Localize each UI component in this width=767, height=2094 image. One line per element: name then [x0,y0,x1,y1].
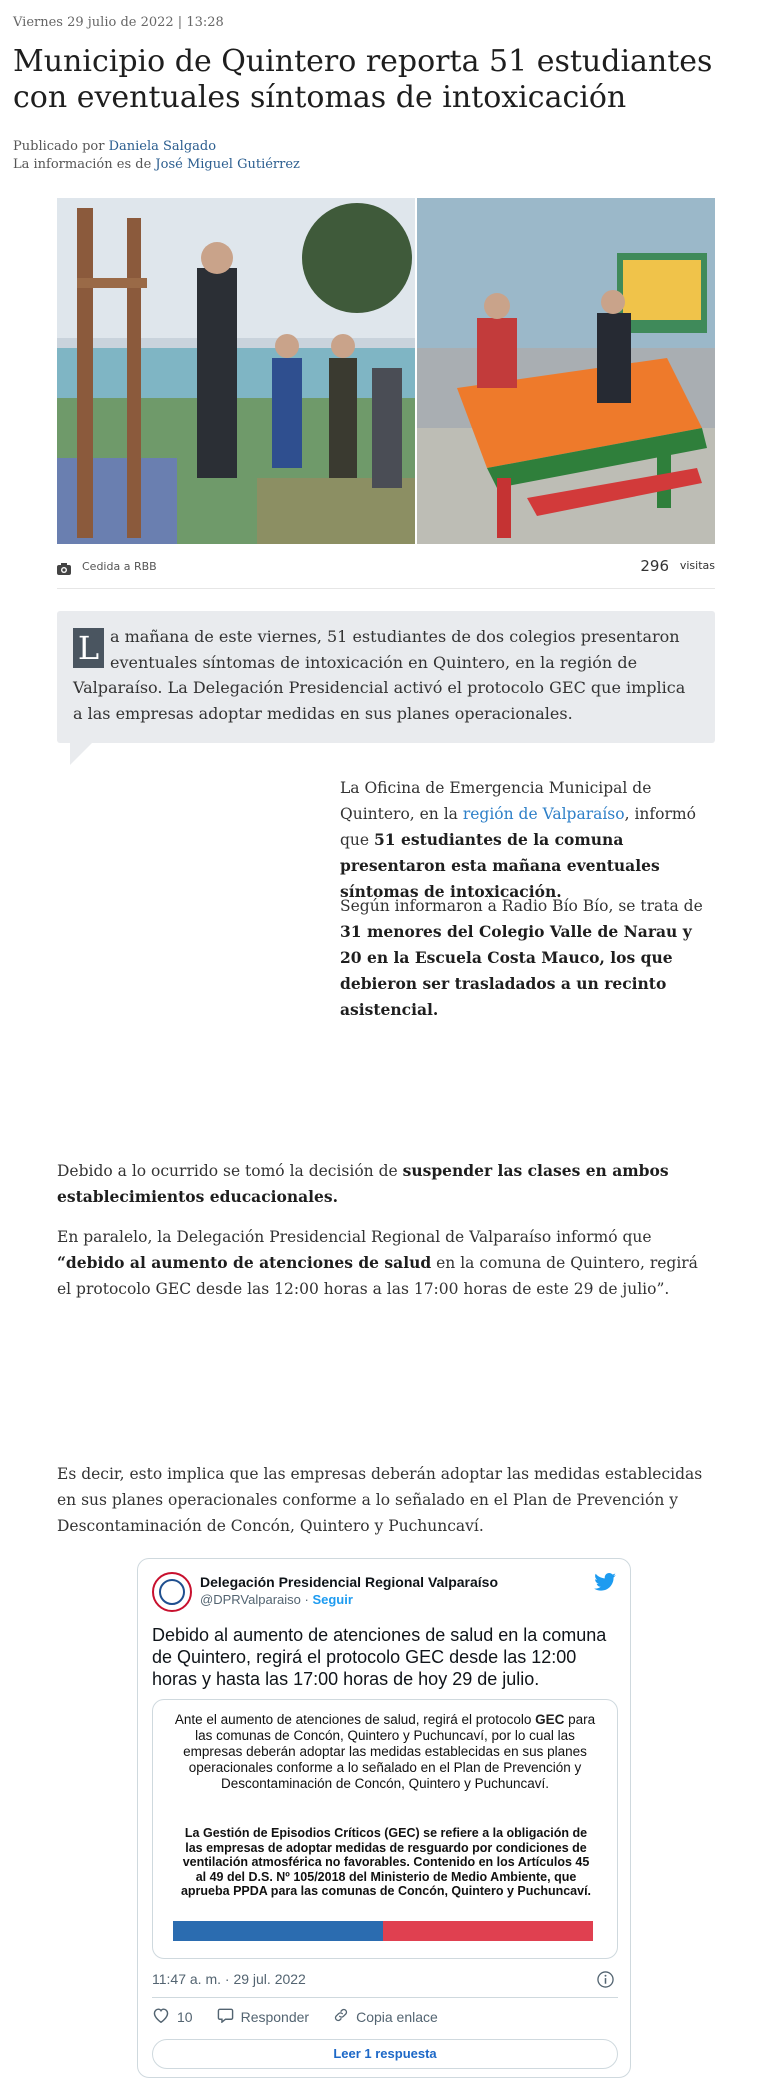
author-link[interactable]: Daniela Salgado [108,139,217,154]
reply-bubble-icon [217,2007,234,2026]
info-icon[interactable] [597,1971,614,1993]
follow-button[interactable]: Seguir [312,1592,353,1607]
text-segment: en la comuna de Quintero, regirá el protocolo GEC desde las 12:00 horas a las 17:00 horas de este 29 de julio”. [57,1254,698,1298]
tweet-timestamp[interactable]: 11:47 a. m. · 29 jul. 2022 [152,1971,306,1987]
body-paragraph [57,1224,715,1302]
photo-illustration [57,198,715,544]
tweet-handle[interactable]: @DPRValparaiso [200,1592,301,1607]
body-paragraph: Es decir, esto implica que las empresas deberán adoptar las medidas establecidas en sus planes operacionales conforme a lo señalado en el Plan de Prevención y Descontaminación de Concón, Quintero y Puchuncaví. [57,1465,703,1535]
lead-callout-tail [70,743,92,765]
text-segment: para las comunas de Concón, Quintero y Puchuncaví, por lo cual las empresas deberán adoptar las medidas establecidas en sus planes operacionales conforme a lo señalado en el Plan de Prevención y Descontaminación de Concón, Quintero y Puchuncaví. [183,1712,596,1791]
byline-source [13,157,300,172]
visits-label: visitas [679,559,715,572]
text-segment: La Oficina de Emergencia Municipal de Quintero, en la [340,779,652,823]
read-replies-button[interactable]: Leer 1 respuesta [152,2039,618,2069]
bold-segment: suspender las clases en ambos establecimientos educacionales. [57,1161,669,1206]
text-segment: , informó que [340,805,696,849]
body-paragraph [340,893,715,1023]
like-action[interactable] [152,2007,193,2026]
flag-color-bar [173,1921,593,1941]
lead-paragraph [57,611,715,743]
text-segment: En paralelo, la Delegación Presidencial Regional de Valparaíso informó que [57,1228,652,1246]
photo-meta [57,553,715,589]
tweet-actions [152,2007,438,2026]
text-segment: Ante el aumento de atenciones de salud, regirá el protocolo [174,1712,536,1727]
dropcap: L [73,628,104,668]
article-photo[interactable] [57,198,715,544]
body-paragraph [340,775,715,905]
text-segment: Según informaron a Radio Bío Bío, se trata de [340,897,703,915]
separator: · [300,1592,313,1607]
reply-label: Responder [240,2008,310,2025]
embedded-tweet[interactable] [137,1558,631,2078]
body-paragraph [57,1158,715,1210]
camera-icon [57,560,71,579]
avatar[interactable] [152,1572,192,1612]
tweet-media-card[interactable] [152,1699,618,1959]
visits-count: 296 [640,557,669,575]
byline-author [13,139,216,154]
reply-action[interactable] [217,2007,310,2026]
published-prefix: Publicado por [13,139,105,154]
page-title: Municipio de Quintero reporta 51 estudiantes con eventuales síntomas de intoxicación [13,44,713,115]
link-icon [333,2007,349,2026]
copy-link-action[interactable] [333,2007,438,2026]
photo-credit: Cedida a RBB [82,560,157,573]
bold-segment: 51 estudiantes de la comuna presentaron esta mañana eventuales síntomas de intoxicación. [340,830,660,901]
tweet-handle-row [200,1592,353,1607]
source-author-link[interactable]: José Miguel Gutiérrez [155,157,300,172]
lead-text: a mañana de este viernes, 51 estudiantes de dos colegios presentaron eventuales síntomas de intoxicación en Quintero, en la región de Valparaíso. La Delegación Presidencial activó el protocolo GEC que implica a las empresas adoptar medidas en sus planes operacionales. [73,627,686,723]
text-segment: Debido a lo ocurrido se tomó la decisión de [57,1162,403,1180]
tweet-author-name[interactable]: Delegación Presidencial Regional Valparaíso [200,1574,499,1590]
region-link[interactable]: región de Valparaíso [462,805,625,823]
card-paragraph [173,1712,597,1792]
article-date: Viernes 29 julio de 2022 | 13:28 [13,15,224,30]
like-count: 10 [177,2008,193,2025]
bold-segment: 31 menores del Colegio Valle de Narau y 20 en la Escuela Costa Mauco, los que debieron ser trasladados a un recinto asistencial. [340,922,692,1019]
twitter-bird-icon[interactable] [594,1573,616,1596]
bold-segment: “debido al aumento de atenciones de salud [57,1253,432,1272]
tweet-text: Debido al aumento de atenciones de salud en la comuna de Quintero, regirá el protocolo GEC desde las 12:00 horas y hasta las 17:00 horas de hoy 29 de julio. [152,1625,607,1689]
heart-icon [152,2007,170,2026]
bold-segment: GEC [535,1712,565,1727]
divider [152,1997,618,1998]
card-paragraph: La Gestión de Episodios Críticos (GEC) se refiere a la obligación de las empresas de adoptar medidas de resguardo por condiciones de ventilación atmosférica no favorables. Contenido en los Artículos 45 al 49 del D.S. Nº 105/2018 del Ministerio de Medio Ambiente, que aprueba PPDA para las comunas de Concón, Quintero y Puchuncaví. [180,1826,592,1898]
copy-link-label: Copia enlace [356,2008,438,2025]
info-prefix: La información es de [13,157,152,172]
